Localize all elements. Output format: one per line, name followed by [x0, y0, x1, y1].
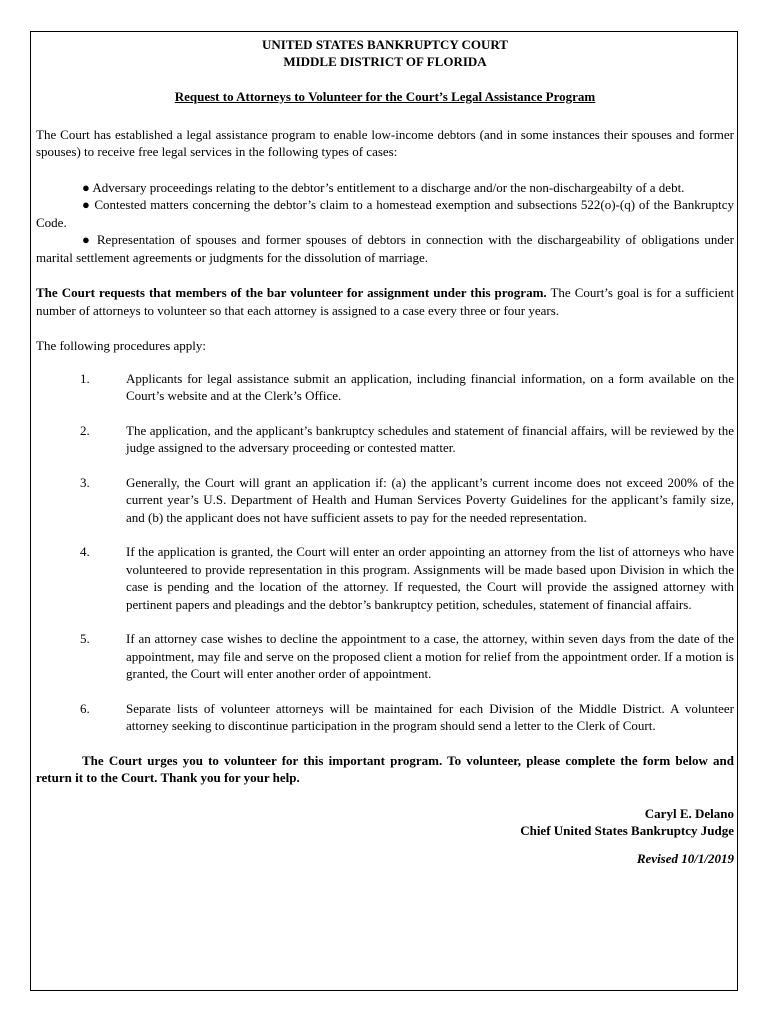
document-body	[36, 36, 734, 867]
list-item	[36, 700, 734, 735]
list-item: ● Contested matters concerning the debtor’s claim to a homestead exemption and subsections 522(o)-(q) of the Bankruptcy Code.	[36, 197, 734, 230]
list-item	[36, 474, 734, 527]
document-title: Request to Attorneys to Volunteer for the Court’s Legal Assistance Program	[174, 89, 596, 104]
step-text: Separate lists of volunteer attorneys will be maintained for each Division of the Middle District. A volunteer attorney seeking to discontinue participation in the program should send a letter to the Clerk of Court.	[126, 700, 734, 733]
request-rest-text: The Court’s goal is for a sufficient number of attorneys to volunteer so that each attorney is assigned to a case every three or four years.	[36, 285, 734, 318]
case-types-list	[36, 179, 734, 267]
court-district: MIDDLE DISTRICT OF FLORIDA	[283, 54, 487, 69]
volunteer-appeal: The Court urges you to volunteer for this important program. To volunteer, please complete the form below and return it to the Court. Thank you for your help.	[36, 752, 734, 785]
step-number: 3.	[80, 474, 90, 490]
step-number: 6.	[80, 700, 90, 716]
step-number: 4.	[80, 544, 90, 559]
signer-title: Chief United States Bankruptcy Judge	[520, 823, 734, 838]
list-item: ● Adversary proceedings relating to the debtor’s entitlement to a discharge and/or the non-dischargeabilty of a debt.	[82, 179, 685, 195]
revision-date: Revised 10/1/2019	[636, 850, 734, 866]
signer-name: Caryl E. Delano	[644, 805, 734, 821]
step-text: The application, and the applicant’s bankruptcy schedules and statement of financial affairs, will be reviewed by the judge assigned to the adversary proceeding or contested matter.	[126, 422, 734, 455]
step-text: Generally, the Court will grant an application if: (a) the applicant’s current income does not exceed 200% of the current year’s U.S. Department of Health and Human Services Poverty Guidelines for the applicant’s family size, and (b) the applicant does not have sufficient assets to pay for the needed representation.	[126, 474, 734, 525]
list-item	[36, 543, 734, 613]
intro-paragraph: The Court has established a legal assistance program to enable low-income debtors (and in some instances their spouses and former spouses) to receive free legal services in the following types of cases:	[36, 126, 734, 159]
step-text: If the application is granted, the Court will enter an order appointing an attorney from the list of attorneys who have volunteered to provide representation in this program. Assignments will be made based upon Division in which the case is pending and the location of the attorney. If requested, the Court will provide the assigned attorney with pertinent papers and pleadings and the debtor’s bankruptcy petition, schedules, statement of financial affairs.	[126, 544, 734, 612]
list-item	[36, 630, 734, 683]
step-text: Applicants for legal assistance submit an application, including financial information, on a form available on the Court’s website and at the Clerk’s Office.	[126, 370, 734, 403]
step-text: If an attorney case wishes to decline the appointment to a case, the attorney, within seven days from the date of the appointment, may file and serve on the proposed client a motion for relief from the appointment order. If a motion is granted, the Court will enter another order of appointment.	[126, 631, 734, 681]
court-name: UNITED STATES BANKRUPTCY COURT	[262, 37, 508, 52]
list-item	[36, 422, 734, 457]
list-item	[36, 370, 734, 405]
step-number: 5.	[80, 631, 90, 646]
procedures-list	[36, 370, 734, 735]
step-number: 2.	[80, 422, 90, 438]
step-number: 1.	[80, 370, 90, 386]
procedures-label: The following procedures apply:	[36, 338, 207, 353]
list-item: ● Representation of spouses and former spouses of debtors in connection with the dischargeability of obligations under marital settlement agreements or judgments for the dissolution of marriage.	[36, 232, 734, 265]
request-bold-text: The Court requests that members of the bar volunteer for assignment under this program.	[36, 285, 547, 300]
request-paragraph	[36, 284, 734, 319]
